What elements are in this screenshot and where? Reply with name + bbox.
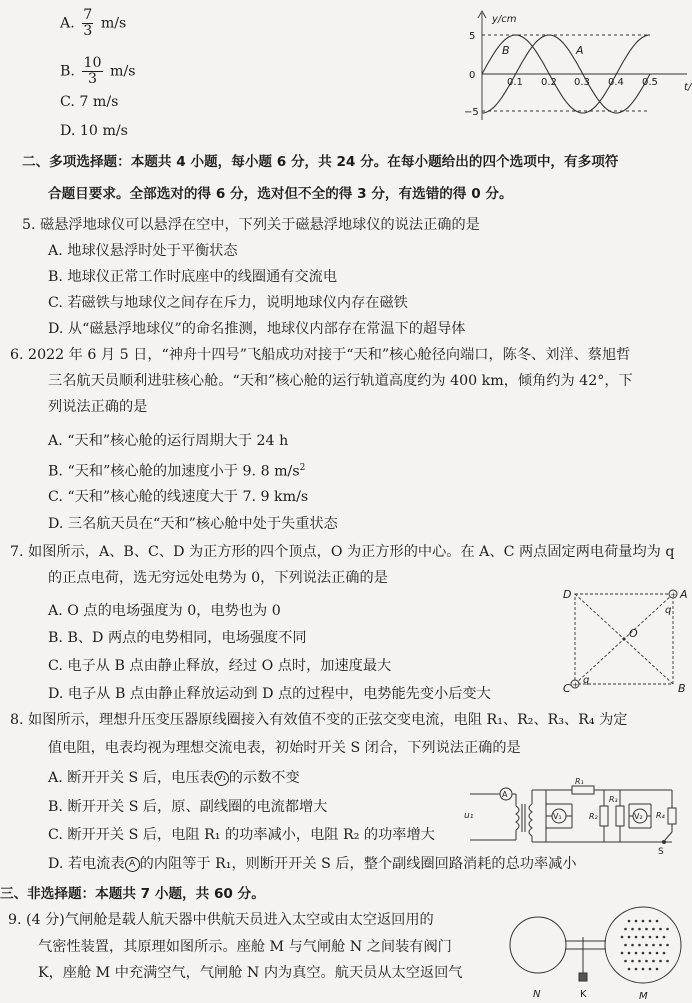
- air-particle: [642, 968, 645, 971]
- q7-option-b: B. B、D 两点的电势相同，电场强度不同: [48, 630, 307, 646]
- air-particle: [652, 944, 655, 947]
- y-tick-0: 0: [469, 70, 476, 81]
- air-particle: [635, 952, 638, 955]
- transformer-circuit-diagram: [464, 778, 689, 858]
- q7-stem-line1: 7. 如图所示，A、B、C、D 为正方形的四个顶点，O 为正方形的中心。在 A、C 两点固定两电荷量均为 q: [10, 544, 675, 560]
- air-particle: [645, 944, 648, 947]
- x-tick-0.5: 0.5: [642, 77, 658, 88]
- q7-stem-line2: 的正点电荷，选无穷远处电势为 0，下列说法正确的是: [48, 570, 388, 586]
- chamber-n-label: N: [533, 989, 541, 1000]
- ammeter-a-icon: A: [125, 857, 140, 872]
- air-particle: [628, 968, 631, 971]
- voltmeter-v2-label: V₂: [634, 812, 643, 821]
- cabin-m-label: M: [639, 991, 648, 1001]
- air-particle: [631, 928, 634, 931]
- q6-option-c: C. “天和”核心舱的线速度大于 7. 9 km/s: [48, 489, 309, 505]
- q8-stem-line1: 8. 如图所示，理想升压变压器原线圈接入有效值不变的正弦交变电流，电阻 R₁、R₂、R₃、R₄ 为定: [10, 712, 628, 728]
- air-particle: [645, 960, 648, 963]
- air-particle: [631, 944, 634, 947]
- x-axis-label: t/: [684, 82, 692, 93]
- air-particle: [638, 928, 641, 931]
- vertex-a-label: A: [680, 588, 688, 601]
- voltmeter-v1-icon: V₁: [214, 771, 229, 786]
- svg-text:+: +: [670, 591, 677, 599]
- air-particle: [649, 968, 652, 971]
- wave-a-label: A: [576, 44, 584, 57]
- vertex-b-label: B: [678, 682, 686, 695]
- x-tick-0.3: 0.3: [574, 77, 590, 88]
- air-particle: [652, 928, 655, 931]
- q6-option-d: D. 三名航天员在“天和”核心舱中处于失重状态: [48, 516, 338, 532]
- air-particle: [659, 928, 662, 931]
- air-particle: [649, 952, 652, 955]
- q7-option-d: D. 电子从 B 点由静止释放运动到 D 点的过程中，电势能先变小后变大: [48, 686, 491, 702]
- q7-option-c: C. 电子从 B 点由静止释放，经过 O 点时，加速度最大: [48, 658, 392, 674]
- air-particle: [666, 928, 669, 931]
- x-tick-0.2: 0.2: [541, 77, 557, 88]
- q6-stem-line1: 6. 2022 年 6 月 5 日，“神舟十四号”飞船成功对接于“天和”核心舱径向端口，陈冬、刘洋、蔡旭哲: [10, 347, 631, 363]
- air-particle: [656, 968, 659, 971]
- q6-option-b: B. “天和”核心舱的加速度小于 9. 8 $m/s^2$: [48, 463, 306, 480]
- vertex-c-label: C: [563, 682, 571, 695]
- x-tick-0.4: 0.4: [608, 77, 624, 88]
- wave-graph: [462, 8, 692, 126]
- switch-s-label: S: [658, 847, 664, 857]
- y-tick-neg5: −5: [464, 107, 479, 118]
- q5-option-d: D. 从“磁悬浮地球仪”的命名推测，地球仪内部存在常温下的超导体: [48, 321, 466, 337]
- q8-stem-line2: 值电阻，电表均视为理想交流电表，初始时开关 S 闭合，下列说法正确的是: [48, 740, 521, 756]
- q9-line3: K，座舱 M 中充满空气，气闸舱 N 内为真空。航天员从太空返回气: [38, 965, 463, 981]
- svg-text:+: +: [572, 681, 579, 689]
- air-particle: [663, 952, 666, 955]
- q8-option-c: C. 断开开关 S 后，电阻 R₁ 的功率减小，电阻 R₂ 的功率增大: [48, 827, 435, 843]
- x-tick-0.1: 0.1: [507, 77, 523, 88]
- air-particle: [628, 936, 631, 939]
- charge-q-bottom: q: [583, 675, 590, 686]
- r2-label: R₂: [589, 812, 598, 821]
- air-particle: [628, 920, 631, 923]
- q4-option-c: C. 7 m/s: [60, 94, 119, 110]
- q4-option-a: A. $\frac{7}{3}$ m/s: [60, 7, 127, 39]
- valve-k-label: K: [580, 989, 587, 1000]
- q4-option-d: D. 10 m/s: [60, 123, 128, 139]
- air-particle: [635, 936, 638, 939]
- air-particle: [638, 960, 641, 963]
- wave-b-label: B: [502, 44, 510, 57]
- charge-q-top: q: [665, 605, 672, 616]
- air-particle: [628, 952, 631, 955]
- fraction-10-3: $\frac{10}{3}$: [83, 55, 102, 87]
- section-2-heading: 二、多项选择题：本题共 4 小题，每小题 6 分，共 24 分。在每小题给出的四个选项中，有多项符: [22, 154, 619, 170]
- q6-stem-line3: 列说法正确的是: [48, 399, 148, 415]
- ammeter-label: A: [502, 790, 508, 799]
- air-particle: [666, 944, 669, 947]
- q5-option-a: A. 地球仪悬浮时处于平衡状态: [48, 243, 238, 259]
- airlock-diagram: [503, 905, 688, 1001]
- air-particle: [642, 920, 645, 923]
- air-particle: [652, 960, 655, 963]
- air-particle: [659, 944, 662, 947]
- air-particle: [666, 960, 669, 963]
- air-particle: [631, 960, 634, 963]
- r1-label: R₁: [575, 778, 584, 786]
- air-particle: [645, 928, 648, 931]
- vertex-d-label: D: [563, 588, 572, 601]
- q8-option-d: D. 若电流表 A 的内阻等于 R₁，则断开开关 S 后，整个副线圈回路消耗的总功率减小: [48, 856, 577, 872]
- air-particle: [621, 952, 624, 955]
- voltmeter-v1-label: V₁: [553, 812, 562, 821]
- y-axis-label: y/cm: [492, 14, 517, 25]
- air-particle: [624, 960, 627, 963]
- q9-line1: 9. (4 分)气闸舱是载人航天器中供航天员进入太空或由太空返回用的: [8, 912, 434, 928]
- air-particle: [621, 936, 624, 939]
- q8-option-a: A. 断开开关 S 后，电压表 V₁ 的示数不变: [48, 770, 300, 786]
- section-3-heading: 三、非选择题：本题共 7 小题，共 60 分。: [0, 886, 265, 902]
- air-particle: [624, 928, 627, 931]
- center-o-label: O: [629, 627, 638, 640]
- air-particle: [649, 920, 652, 923]
- air-particle: [659, 960, 662, 963]
- air-particle: [649, 936, 652, 939]
- air-particle: [663, 936, 666, 939]
- q5-option-b: B. 地球仪正常工作时底座中的线圈通有交流电: [48, 269, 338, 285]
- air-particle: [635, 968, 638, 971]
- air-particle: [624, 944, 627, 947]
- air-particle: [656, 952, 659, 955]
- air-particle: [642, 952, 645, 955]
- air-particle: [642, 936, 645, 939]
- r3-label: R₃: [609, 795, 618, 804]
- q4-option-b: B. $\frac{10}{3}$ m/s: [60, 55, 136, 87]
- r4-label: R₄: [656, 811, 665, 820]
- q7-option-a: A. O 点的电场强度为 0，电势也为 0: [48, 603, 281, 619]
- section-2-instructions: 合题目要求。全部选对的得 6 分，选对但不全的得 3 分，有选错的得 0 分。: [48, 186, 513, 202]
- fraction-7-3: $\frac{7}{3}$: [83, 7, 93, 39]
- square-charge-diagram: [560, 584, 692, 696]
- q5-option-c: C. 若磁铁与地球仪之间存在斥力，说明地球仪内存在磁铁: [48, 295, 408, 311]
- input-voltage-label: u₁: [464, 811, 474, 821]
- q5-stem: 5. 磁悬浮地球仪可以悬浮在空中，下列关于磁悬浮地球仪的说法正确的是: [22, 217, 480, 233]
- air-particle: [656, 920, 659, 923]
- q6-stem-line2: 三名航天员顺利进驻核心舱。“天和”核心舱的运行轨道高度约为 400 km，倾角约为 42°，下: [48, 373, 633, 389]
- air-particle: [638, 944, 641, 947]
- q6-option-a: A. “天和”核心舱的运行周期大于 24 h: [48, 433, 289, 449]
- y-tick-5: 5: [469, 31, 476, 42]
- air-particle: [656, 936, 659, 939]
- air-particle: [635, 920, 638, 923]
- q8-option-b: B. 断开开关 S 后，原、副线圈的电流都增大: [48, 799, 328, 815]
- q9-line2: 气密性装置，其原理如图所示。座舱 M 与气闸舱 N 之间装有阀门: [38, 939, 452, 955]
